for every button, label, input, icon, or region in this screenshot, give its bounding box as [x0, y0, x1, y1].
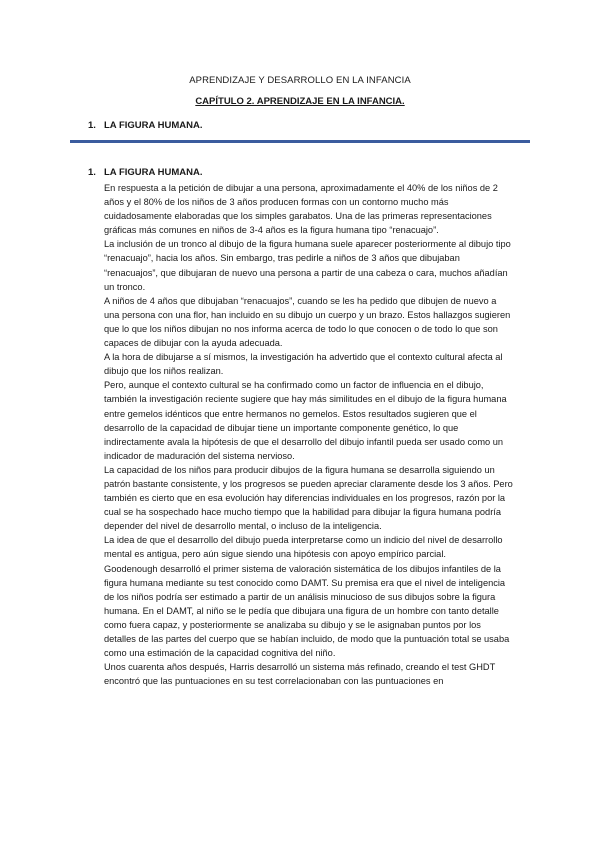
paragraph: Pero, aunque el contexto cultural se ha confirmado como un factor de influencia en el dibujo, también la investigación reciente sugiere que hay más similitudes en el dibujo de la figura humana entre gemelos idénticos que entre hermanos no gemelos. Estos resultados sugieren que el desarrollo de la capacidad de dibujar tiene un importante componente genético, lo que indirectamente avala la hipótesis de que el desarrollo del dibujo infantil pueda ser usado como un indicador de maduración del sistema nervioso.: [104, 380, 507, 461]
body-text: [104, 181, 514, 688]
paragraph: Unos cuarenta años después, Harris desarrolló un sistema más refinado, creando el test GHDT encontró que las puntuaciones en su test correlacionaban con las puntuaciones en: [104, 662, 496, 687]
paragraph: A niños de 4 años que dibujaban “renacuajos”, cuando se les ha pedido que dibujen de nuevo a una persona con una flor, han incluido en su dibujo un cuerpo y un brazo. Estos hallazgos sugieren que lo que los niños dibujan no nos informa acerca de todo lo que conocen o de todo lo que son capaces de dibujar con la ayuda adecuada.: [104, 295, 511, 349]
paragraph: En respuesta a la petición de dibujar a una persona, aproximadamente el 40% de los niños de 2 años y el 80% de los niños de 3 años producen formas con un contorno mucho más cuidadosamente elaboradas que los simples garabatos. Una de las primeras representaciones gráficas más comunes en niños de 3-4 años es la figura humana tipo “renacuajo”.: [104, 183, 498, 236]
paragraph: La inclusión de un tronco al dibujo de la figura humana suele aparecer posteriormente al dibujo tipo “renacuajo”, hacia los años. Sin embargo, tras pedirle a niños de 3 años que dibujaban “renacuajos”, que dibujaran de nuevo una persona a partir de una cabeza o cara, muchos añadían un tronco.: [104, 239, 511, 292]
section-heading: [88, 167, 203, 178]
paragraph: La idea de que el desarrollo del dibujo pueda interpretarse como un indicio del nivel de desarrollo mental es antigua, pero aún sigue siendo una hipótesis con apoyo empírico parcial.: [104, 535, 503, 560]
section-number: 1.: [88, 167, 96, 178]
paragraph: A la hora de dibujarse a sí mismos, la investigación ha advertido que el contexto cultural afecta al dibujo que los niños realizan.: [104, 352, 503, 377]
section-title: LA FIGURA HUMANA.: [104, 167, 203, 178]
toc-item-number: 1.: [88, 120, 96, 131]
toc-item-label: LA FIGURA HUMANA.: [104, 120, 203, 131]
paragraph: La capacidad de los niños para producir dibujos de la figura humana se desarrolla siguiendo un patrón bastante consistente, y los progresos se pueden apreciar claramente desde los 3 años. Pero también es cierto que en esa evolución hay diferencias individuales en los progresos, razón por la cual se ha sospechado hace mucho tiempo que la habilidad para dibujar la figura humana podría depender del nivel de desarrollo mental, o incluso de la inteligencia.: [104, 464, 513, 532]
document-header: APRENDIZAJE Y DESARROLLO EN LA INFANCIA: [189, 75, 411, 86]
paragraph: Goodenough desarrolló el primer sistema de valoración sistemática de los dibujos infantiles de la figura humana mediante su test conocido como DAMT. Su premisa era que el nivel de inteligencia de los niños podría ser estimado a partir de un análisis minucioso de sus dibujos sobre la figura humana. En el DAMT, al niño se le pedía que dibujara una figura de un hombre con tanto detalle como fuera capaz, y posteriormente se analizaba su dibujo y se le asignaban puntos por los detalles de las partes del cuerpo que se habían incluido, de modo que la puntuación total se usaba como una estimación de la capacidad cognitiva del niño.: [104, 563, 510, 659]
toc-item: [88, 120, 203, 131]
chapter-title: CAPÍTULO 2. APRENDIZAJE EN LA INFANCIA.: [195, 96, 405, 107]
section-divider: [70, 140, 530, 143]
